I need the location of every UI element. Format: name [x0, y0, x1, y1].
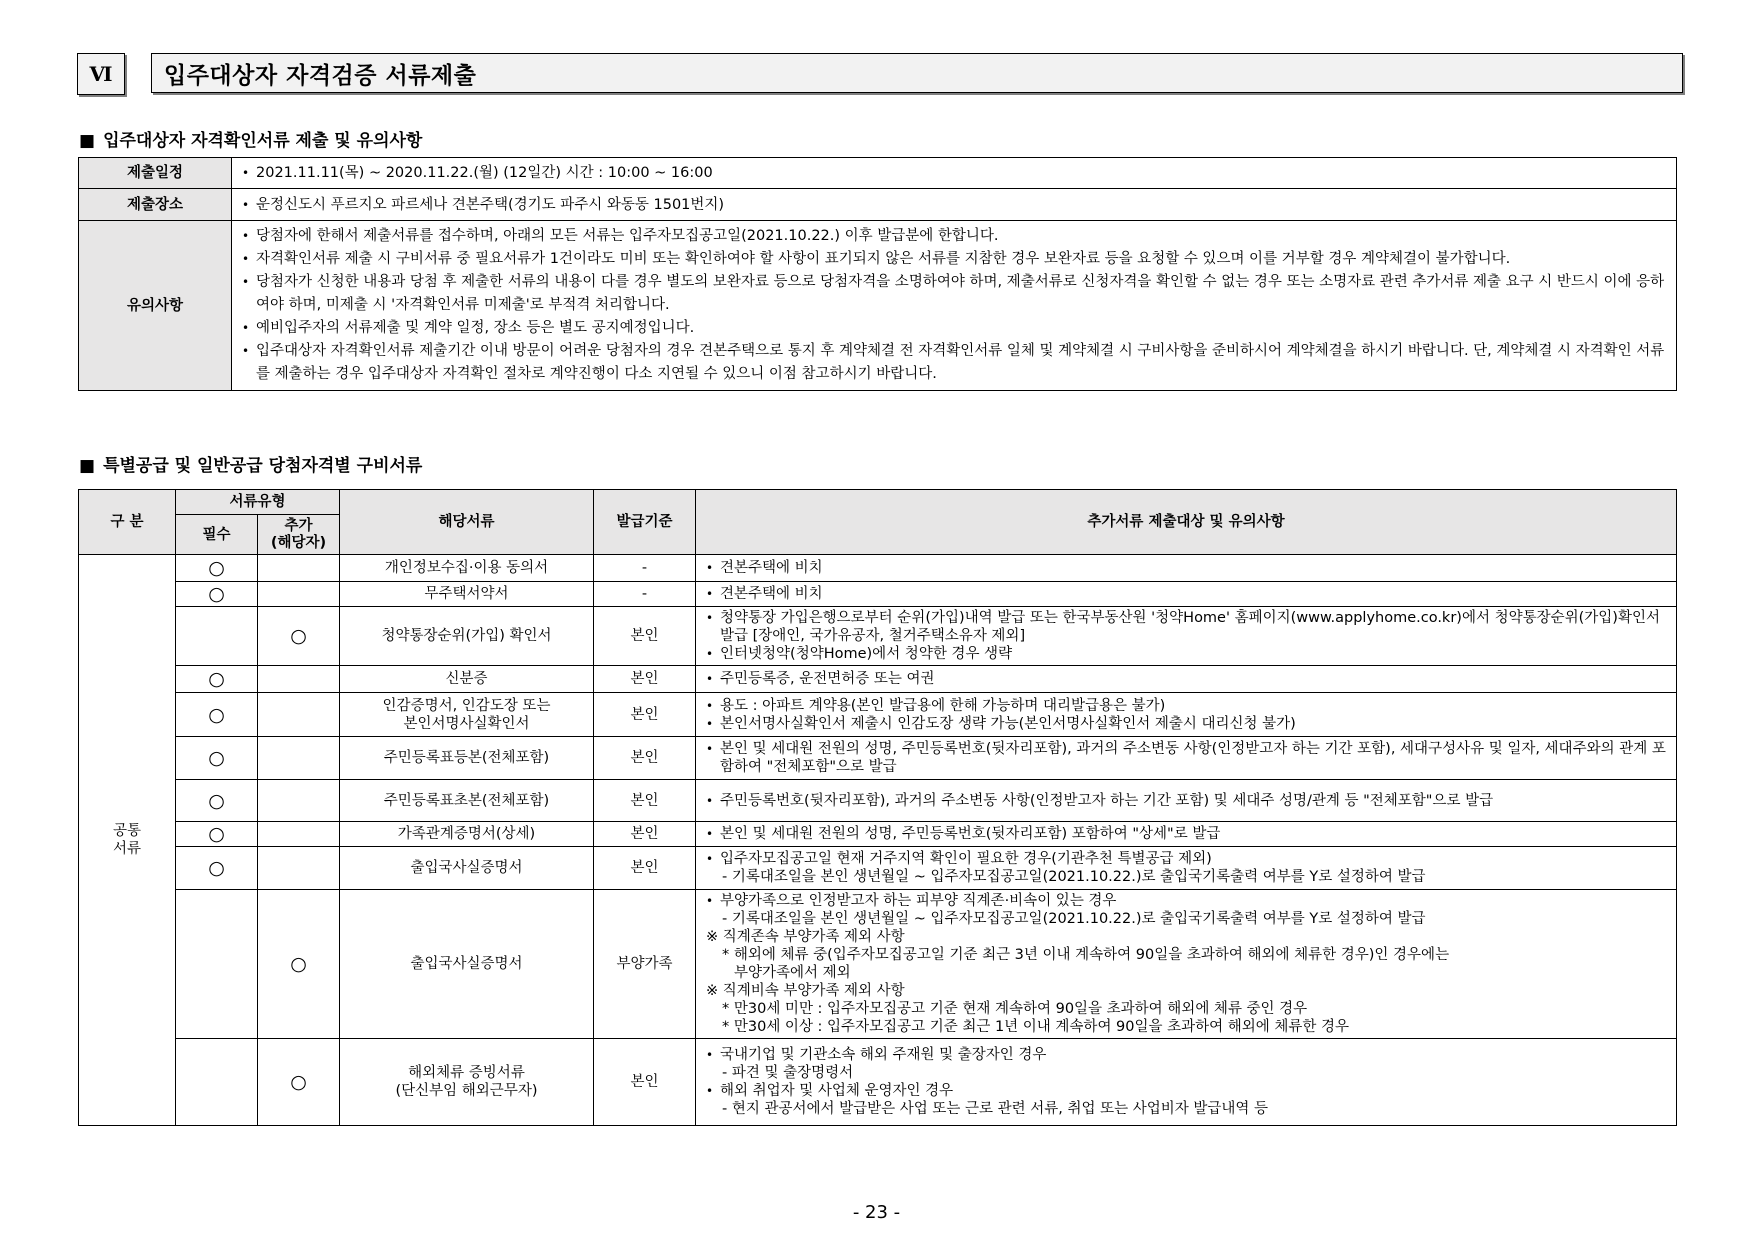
- document-notes: [696, 666, 1677, 693]
- document-notes: [696, 607, 1677, 666]
- additional-mark: [258, 822, 340, 847]
- additional-mark: [258, 555, 340, 582]
- notice-line: • 2021.11.11(목) ~ 2020.11.22.(월) (12일간) 시간 : 10:00 ~ 16:00: [242, 164, 1666, 182]
- document-row: [79, 890, 1677, 1039]
- notice-line: • 운정신도시 푸르지오 파르세나 견본주택(경기도 파주시 와동동 1501번지): [242, 196, 1666, 214]
- col-additional: 추가 (해당자): [258, 515, 340, 555]
- additional-mark: [258, 666, 340, 693]
- square-bullet-icon: ■: [79, 131, 96, 151]
- note-line: • 청약통장 가입은행으로부터 순위(가입)내역 발급 또는 한국부동산원 '청약Home' 홈페이지(www.applyhome.co.kr)에서 청약통장순위(가입)확인서 발급 [장애인, 국가유공자, 철거주택소유자 제외]: [706, 609, 1666, 645]
- issue-basis: 본인: [594, 737, 696, 780]
- document-name: 출입국사실증명서: [340, 890, 594, 1039]
- additional-mark: [258, 780, 340, 822]
- notice-row-content: [232, 158, 1677, 189]
- issue-basis: 본인: [594, 1039, 696, 1126]
- note-line: ※ 직계존속 부양가족 제외 사항: [706, 929, 905, 945]
- issue-basis: -: [594, 582, 696, 607]
- notice-row: [79, 158, 1677, 189]
- note-line: • 주민등록증, 운전면허증 또는 여권: [706, 670, 1666, 688]
- notice-line: • 입주대상자 자격확인서류 제출기간 이내 방문이 어려운 당첨자의 경우 견본주택으로 통지 후 계약체결 전 자격확인서류 일체 및 계약체결 시 구비사항을 준비하시어 계약체결을 하시기 바랍니다. 단, 계약체결 시 자격확인 서류를 제출하는 경우 입주대상자 자격확인 절차로 계약진행이 다소 지연될 수 있으니 이점 참고하시기 바랍니다.: [242, 340, 1666, 386]
- note-line: • 부양가족으로 인정받고자 하는 피부양 직계존·비속이 있는 경우: [706, 892, 1666, 910]
- col-notes: 추가서류 제출대상 및 유의사항: [696, 490, 1677, 555]
- note-line: - 현지 관공서에서 발급받은 사업 또는 근로 관련 서류, 취업 또는 사업비자 발급내역 등: [722, 1101, 1268, 1117]
- document-name: 주민등록표등본(전체포함): [340, 737, 594, 780]
- note-line: • 해외 취업자 및 사업체 운영자인 경우: [706, 1082, 1666, 1100]
- square-bullet-icon: ■: [79, 456, 96, 476]
- document-name: 청약통장순위(가입) 확인서: [340, 607, 594, 666]
- document-notes: [696, 1039, 1677, 1126]
- group-label: 공통 서류: [79, 555, 176, 1126]
- issue-basis: 본인: [594, 780, 696, 822]
- note-line: * 해외에 체류 중(입주자모집공고일 기준 최근 3년 이내 계속하여 90일을 초과하여 해외에 체류한 경우)인 경우에는: [722, 947, 1450, 963]
- required-mark: [176, 607, 258, 666]
- required-mark: ○: [176, 847, 258, 890]
- document-notes: [696, 582, 1677, 607]
- document-notes: [696, 890, 1677, 1039]
- note-line: - 기록대조일을 본인 생년월일 ~ 입주자모집공고일(2021.10.22.)로 출입국기록출력 여부를 Y로 설정하여 발급: [722, 869, 1426, 885]
- notice-subheader: ■ 입주대상자 자격확인서류 제출 및 유의사항: [79, 131, 423, 151]
- page-number: - 23 -: [852, 1202, 901, 1223]
- issue-basis: 본인: [594, 666, 696, 693]
- additional-mark: [258, 737, 340, 780]
- notice-line: • 당첨자에 한해서 제출서류를 접수하며, 아래의 모든 서류는 입주자모집공고일(2021.10.22.) 이후 발급분에 한합니다.: [242, 225, 1666, 248]
- required-mark: ○: [176, 666, 258, 693]
- document-name: 주민등록표초본(전체포함): [340, 780, 594, 822]
- notice-row-label: 제출일정: [79, 158, 232, 189]
- document-notes: [696, 555, 1677, 582]
- note-line: - 파견 및 출장명령서: [722, 1065, 854, 1081]
- document-name: 해외체류 증빙서류 (단신부임 해외근무자): [340, 1039, 594, 1126]
- note-line: ※ 직계비속 부양가족 제외 사항: [706, 983, 905, 999]
- required-mark: [176, 890, 258, 1039]
- notice-row: [79, 221, 1677, 391]
- document-row: [79, 607, 1677, 666]
- document-name: 무주택서약서: [340, 582, 594, 607]
- note-line: • 견본주택에 비치: [706, 585, 1666, 603]
- required-mark: ○: [176, 693, 258, 737]
- additional-mark: [258, 693, 340, 737]
- document-notes: [696, 780, 1677, 822]
- note-line: • 견본주택에 비치: [706, 559, 1666, 577]
- issue-basis: 본인: [594, 693, 696, 737]
- document-row: [79, 666, 1677, 693]
- notice-row: [79, 189, 1677, 221]
- issue-basis: 본인: [594, 822, 696, 847]
- document-notes: [696, 693, 1677, 737]
- note-line: • 입주자모집공고일 현재 거주지역 확인이 필요한 경우(기관추천 특별공급 제외): [706, 850, 1666, 868]
- required-mark: ○: [176, 582, 258, 607]
- section-number: Ⅵ: [77, 53, 125, 95]
- note-line: - 기록대조일을 본인 생년월일 ~ 입주자모집공고일(2021.10.22.)로 출입국기록출력 여부를 Y로 설정하여 발급: [722, 911, 1426, 927]
- notice-table: [78, 157, 1677, 391]
- additional-mark: [258, 582, 340, 607]
- docs-subheader: ■ 특별공급 및 일반공급 당첨자격별 구비서류: [79, 456, 423, 476]
- document-name: 개인정보수집·이용 동의서: [340, 555, 594, 582]
- document-row: [79, 847, 1677, 890]
- note-line: * 만30세 미만 : 입주자모집공고 기준 현재 계속하여 90일을 초과하여 해외에 체류 중인 경우: [722, 1001, 1308, 1017]
- notice-line: • 자격확인서류 제출 시 구비서류 중 필요서류가 1건이라도 미비 또는 확인하여야 할 사항이 표기되지 않은 서류를 지참한 경우 보완자료 등을 요청할 수 있으며 이를 거부할 경우 계약체결이 불가합니다.: [242, 248, 1666, 271]
- col-required: 필수: [176, 515, 258, 555]
- document-name: 출입국사실증명서: [340, 847, 594, 890]
- notice-row-content: [232, 189, 1677, 221]
- note-line: • 인터넷청약(청약Home)에서 청약한 경우 생략: [706, 645, 1666, 663]
- document-notes: [696, 737, 1677, 780]
- notice-line: • 당첨자가 신청한 내용과 당첨 후 제출한 서류의 내용이 다를 경우 별도의 보완자료 등으로 당첨자격을 소명하여야 하며, 제출서류로 신청자격을 확인할 수 없는 경우 또는 소명자료 관련 추가서류 제출 요구 시 반드시 이에 응하여야 하며, 미제출 시 '자격확인서류 미제출'로 부적격 처리합니다.: [242, 271, 1666, 317]
- note-line: • 용도 : 아파트 계약용(본인 발급용에 한해 가능하며 대리발급용은 불가): [706, 697, 1666, 715]
- document-row: [79, 693, 1677, 737]
- section-title: 입주대상자 자격검증 서류제출: [151, 53, 1683, 93]
- notice-row-content: [232, 221, 1677, 391]
- section-header: [77, 53, 1685, 97]
- document-row: [79, 737, 1677, 780]
- document-row: [79, 582, 1677, 607]
- issue-basis: 본인: [594, 847, 696, 890]
- notice-row-label: 제출장소: [79, 189, 232, 221]
- document-notes: [696, 822, 1677, 847]
- required-mark: ○: [176, 737, 258, 780]
- note-line: • 본인 및 세대원 전원의 성명, 주민등록번호(뒷자리포함), 과거의 주소변동 사항(인정받고자 하는 기간 포함), 세대구성사유 및 일자, 세대주와의 관계 포함하여 "전체포함"으로 발급: [706, 740, 1666, 776]
- required-mark: ○: [176, 780, 258, 822]
- note-line: • 본인서명사실확인서 제출시 인감도장 생략 가능(본인서명사실확인서 제출시 대리신청 불가): [706, 715, 1666, 733]
- note-line: • 주민등록번호(뒷자리포함), 과거의 주소변동 사항(인정받고자 하는 기간 포함) 및 세대주 성명/관계 등 "전체포함"으로 발급: [706, 792, 1666, 810]
- col-document: 해당서류: [340, 490, 594, 555]
- document-name: 신분증: [340, 666, 594, 693]
- note-line: 부양가족에서 제외: [734, 965, 851, 981]
- document-row: [79, 780, 1677, 822]
- document-row: [79, 1039, 1677, 1126]
- required-mark: ○: [176, 822, 258, 847]
- additional-mark: [258, 847, 340, 890]
- documents-table: [78, 489, 1677, 1126]
- document-row: [79, 555, 1677, 582]
- note-line: • 본인 및 세대원 전원의 성명, 주민등록번호(뒷자리포함) 포함하여 "상세"로 발급: [706, 825, 1666, 843]
- notice-line: • 예비입주자의 서류제출 및 계약 일정, 장소 등은 별도 공지예정입니다.: [242, 317, 1666, 340]
- required-mark: ○: [176, 555, 258, 582]
- issue-basis: 본인: [594, 607, 696, 666]
- additional-mark: ○: [258, 1039, 340, 1126]
- note-line: * 만30세 이상 : 입주자모집공고 기준 최근 1년 이내 계속하여 90일을 초과하여 해외에 체류한 경우: [722, 1019, 1350, 1035]
- document-name: 가족관계증명서(상세): [340, 822, 594, 847]
- notice-row-label: 유의사항: [79, 221, 232, 391]
- document-name: 인감증명서, 인감도장 또는 본인서명사실확인서: [340, 693, 594, 737]
- document-notes: [696, 847, 1677, 890]
- document-row: [79, 822, 1677, 847]
- col-doc-type: 서류유형: [176, 490, 340, 515]
- issue-basis: -: [594, 555, 696, 582]
- issue-basis: 부양가족: [594, 890, 696, 1039]
- col-issue-basis: 발급기준: [594, 490, 696, 555]
- required-mark: [176, 1039, 258, 1126]
- col-category: 구 분: [79, 490, 176, 555]
- additional-mark: ○: [258, 607, 340, 666]
- additional-mark: ○: [258, 890, 340, 1039]
- note-line: • 국내기업 및 기관소속 해외 주재원 및 출장자인 경우: [706, 1046, 1666, 1064]
